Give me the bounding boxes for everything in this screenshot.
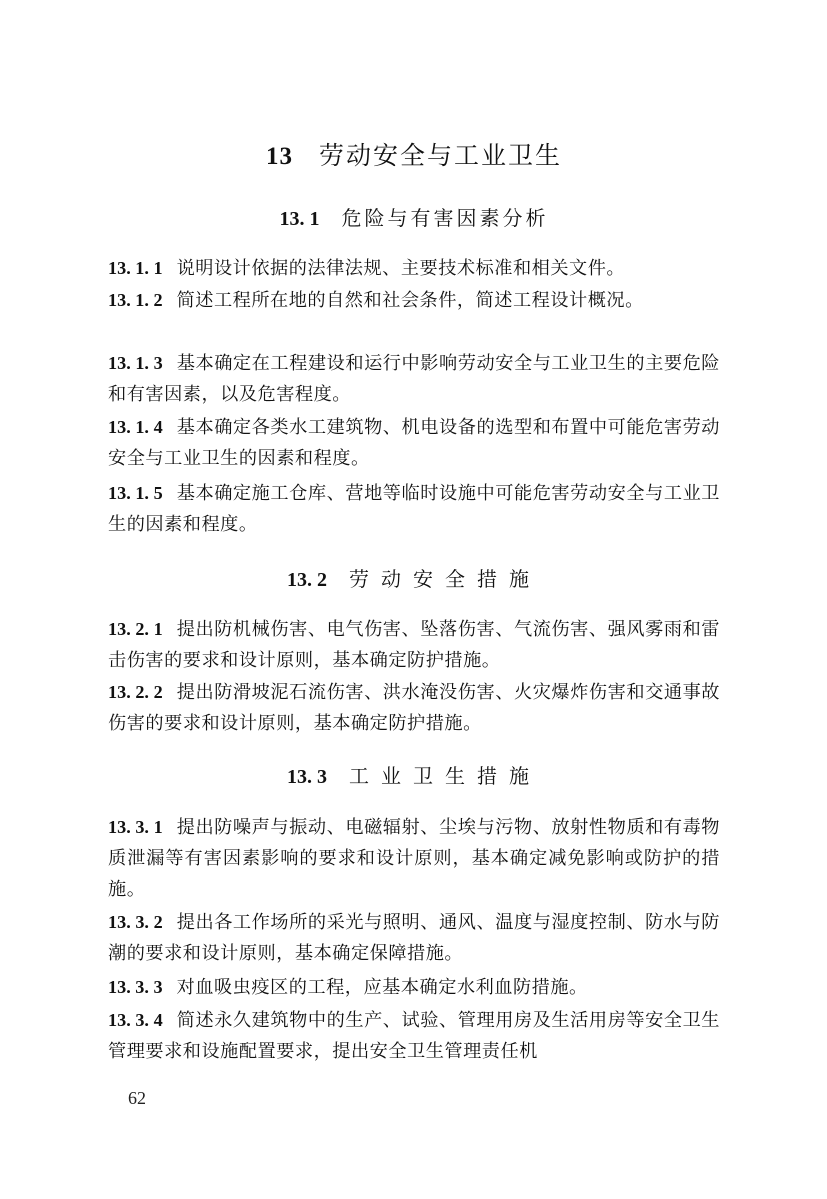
clause-number: 13. 3. 3 (108, 977, 163, 997)
clause-13-3-2 (108, 907, 720, 969)
section-title-13-3 (108, 761, 720, 792)
chapter-title (108, 138, 720, 175)
section-title-text: 工业卫生措施 (349, 764, 541, 788)
section-title-text: 危险与有害因素分析 (341, 206, 549, 230)
clause-number: 13. 3. 1 (108, 817, 163, 837)
clause-text: 对血吸虫疫区的工程，应基本确定水利血防措施。 (176, 977, 588, 998)
clause-number: 13. 2. 2 (108, 682, 163, 702)
clause-text: 基本确定在工程建设和运行中影响劳动安全与工业卫生的主要危险和有害因素，以及危害程度。 (108, 353, 720, 405)
section-number: 13. 3 (287, 766, 327, 788)
clause-number: 13. 1. 5 (108, 483, 163, 503)
clause-text: 提出防噪声与振动、电磁辐射、尘埃与污物、放射性物质和有毒物质泄漏等有害因素影响的要求和设计原则，基本确定减免影响或防护的措施。 (108, 817, 720, 900)
clause-number: 13. 3. 4 (108, 1010, 163, 1030)
clause-text: 提出各工作场所的采光与照明、通风、温度与湿度控制、防水与防潮的要求和设计原则，基本确定保障措施。 (108, 912, 720, 964)
section-number: 13. 2 (287, 569, 327, 591)
clause-13-3-4 (108, 1005, 720, 1067)
clause-13-1-2 (108, 285, 720, 316)
section-title-13-2 (108, 564, 720, 595)
clause-13-1-1 (108, 253, 720, 284)
clause-text: 说明设计依据的法律法规、主要技术标准和相关文件。 (176, 258, 626, 279)
section-title-13-1 (108, 203, 720, 234)
clause-text: 提出防机械伤害、电气伤害、坠落伤害、气流伤害、强风雾雨和雷击伤害的要求和设计原则，基本确定防护措施。 (108, 619, 720, 671)
clause-text: 简述工程所在地的自然和社会条件，简述工程设计概况。 (176, 290, 644, 311)
clause-13-1-5 (108, 478, 720, 540)
clause-13-1-3 (108, 348, 720, 410)
clause-text: 基本确定施工仓库、营地等临时设施中可能危害劳动安全与工业卫生的因素和程度。 (108, 483, 720, 535)
clause-number: 13. 3. 2 (108, 912, 163, 932)
page-number: 62 (128, 1088, 146, 1108)
section-number: 13. 1 (279, 208, 320, 230)
clause-number: 13. 1. 4 (108, 417, 163, 437)
clause-text: 简述永久建筑物中的生产、试验、管理用房及生活用房等安全卫生管理要求和设施配置要求，提出安全卫生管理责任机 (108, 1010, 720, 1062)
chapter-number: 13 (265, 143, 293, 170)
clause-number: 13. 2. 1 (108, 619, 163, 639)
clause-number: 13. 1. 3 (108, 353, 163, 373)
clause-13-3-1 (108, 812, 720, 905)
clause-13-2-1 (108, 614, 720, 676)
section-title-text: 劳动安全措施 (349, 567, 541, 591)
clause-13-1-4 (108, 412, 720, 474)
clause-number: 13. 1. 2 (108, 290, 163, 310)
clause-number: 13. 1. 1 (108, 258, 163, 278)
clause-13-2-2 (108, 677, 720, 739)
chapter-title-text: 劳动安全与工业卫生 (318, 141, 562, 170)
clause-text: 提出防滑坡泥石流伤害、洪水淹没伤害、火灾爆炸伤害和交通事故伤害的要求和设计原则，基本确定防护措施。 (108, 682, 720, 734)
clause-text: 基本确定各类水工建筑物、机电设备的选型和布置中可能危害劳动安全与工业卫生的因素和程度。 (108, 417, 720, 469)
clause-13-3-3 (108, 972, 720, 1003)
